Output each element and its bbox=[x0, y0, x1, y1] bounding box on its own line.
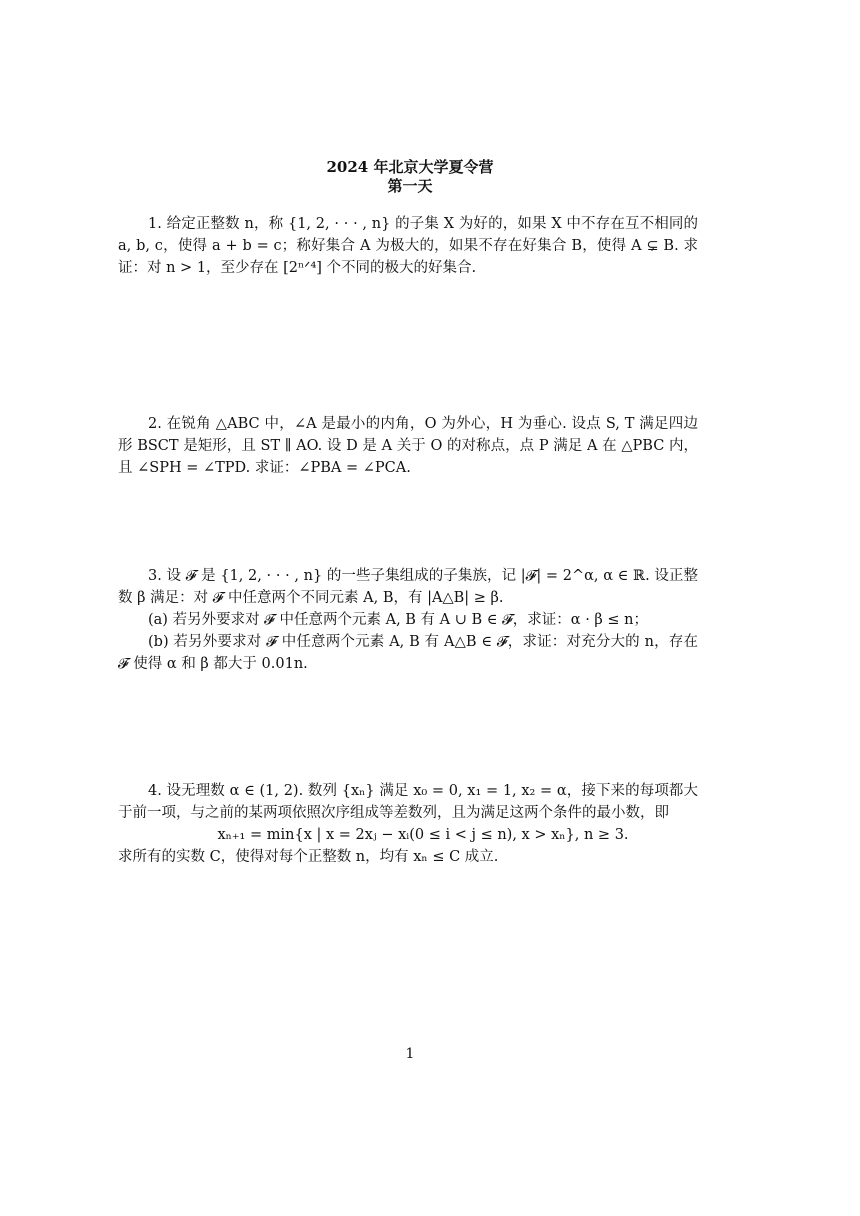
page-subtitle: 第一天 bbox=[387, 177, 433, 195]
problem-4-intro: 4. 设无理数 α ∈ (1, 2). 数列 {xₙ} 满足 x₀ = 0, x₁ = 1, x₂ = α，接下来的每项都大于前一项，与之前的某两项依照次序组成等差数列，且为满足这两个条件的最小数，即 bbox=[118, 783, 698, 821]
problem-1-text: 1. 给定正整数 n，称 {1, 2, · · · , n} 的子集 X 为好的，如果 X 中不存在互不相同的 a, b, c，使得 a + b = c；称好集合 A 为极大的，如果不存在好集合 B，使得 A ⊊ B. 求证：对 n > 1，至少存在 [2ⁿᐟ⁴] 个不同的极大的好集合. bbox=[118, 216, 698, 276]
problem-3-part-a: (a) 若另外要求对 𝓕 中任意两个元素 A, B 有 A ∪ B ∈ 𝓕，求证：α · β ≤ n； bbox=[148, 612, 649, 628]
title-block bbox=[0, 158, 820, 196]
problem-3-intro: 3. 设 𝓕 是 {1, 2, · · · , n} 的一些子集组成的子集族，记 |𝓕| = 2^α, α ∈ ℝ. 设正整数 β 满足：对 𝓕 中任意两个不同元素 A, B，有 |A△B| ≥ β. bbox=[118, 568, 698, 606]
page-number: 1 bbox=[405, 1046, 415, 1062]
problem-2-text: 2. 在锐角 △ABC 中，∠A 是最小的内角，O 为外心，H 为垂心. 设点 S, T 满足四边形 BSCT 是矩形，且 ST ∥ AO. 设 D 是 A 关于 O 的对称点，点 P 满足 A 在 △PBC 内，且 ∠SPH = ∠TPD. 求证：∠PBA = ∠PCA. bbox=[118, 416, 698, 476]
problem-1 bbox=[118, 213, 698, 279]
problem-4-conclusion: 求所有的实数 C，使得对每个正整数 n，均有 xₙ ≤ C 成立. bbox=[118, 849, 499, 865]
problem-3-part-b: (b) 若另外要求对 𝓕 中任意两个元素 A, B 有 A△B ∈ 𝓕，求证：对充分大的 n，存在 𝓕 使得 α 和 β 都大于 0.01n. bbox=[118, 634, 698, 672]
problem-2 bbox=[118, 413, 698, 479]
problem-4-formula: xₙ₊₁ = min{x | x = 2xⱼ − xᵢ(0 ≤ i < j ≤ n), x > xₙ}, n ≥ 3. bbox=[217, 827, 629, 843]
problem-3 bbox=[118, 565, 698, 675]
page-title: 2024 年北京大学夏令营 bbox=[326, 158, 494, 176]
problem-4 bbox=[118, 780, 698, 868]
